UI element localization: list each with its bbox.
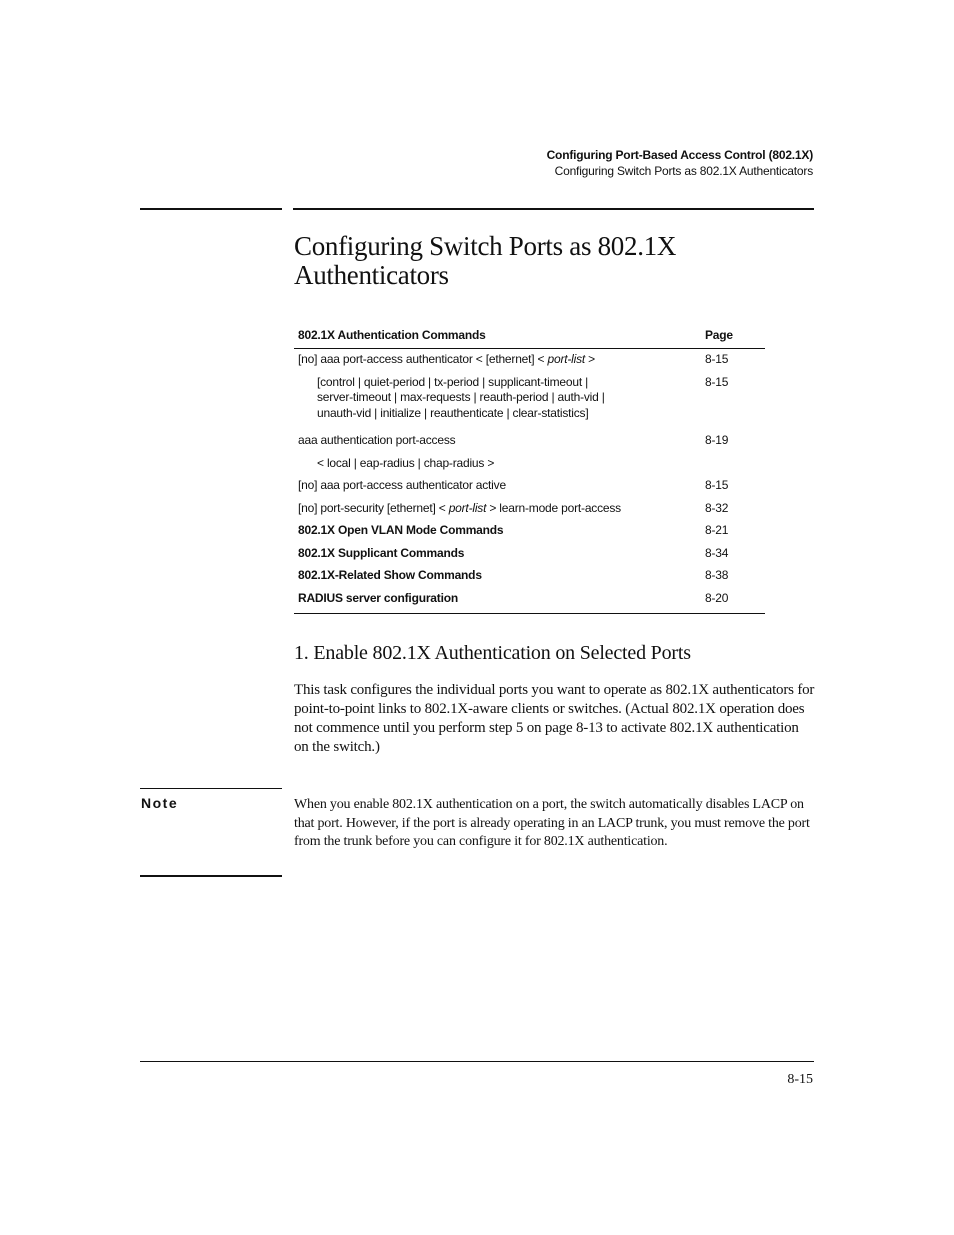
table-cell-page: 8-20 <box>701 588 765 614</box>
table-cell-command: < local | eap-radius | chap-radius > <box>317 455 495 470</box>
note-text: When you enable 802.1X authentication on a port, the switch automatically disables LACP on that port. However, if the port is already operating in an LACP trunk, you must remove the port from the trunk before you can configure it for 802.1X authentication. <box>294 797 810 849</box>
running-head-section: Configuring Switch Ports as 802.1X Authenticators <box>554 164 813 178</box>
table-row <box>294 588 765 614</box>
table-cell-page: 8-19 <box>705 433 729 447</box>
table-row <box>294 498 765 521</box>
page-number: 8-15 <box>787 1072 813 1087</box>
table-header-page: Page <box>701 324 765 349</box>
table-cell-page: 8-15 <box>705 478 729 492</box>
note-bottom-rule <box>140 875 282 877</box>
body-paragraph: This task configures the individual ports you want to operate as 802.1X authenticators for point-to-point links to 802.1X-aware clients or switches. (Actual 802.1X operation does not commence until you perform step 5 on page 8-13 to activate 802.1X authentication on the switch.) <box>294 682 815 755</box>
main-top-rule <box>293 208 814 210</box>
table-cell-command: 802.1X Open VLAN Mode Commands <box>298 523 504 537</box>
table-cell-page: 8-32 <box>705 500 729 515</box>
table-cell-command: RADIUS server configuration <box>294 588 701 614</box>
table-row <box>294 430 765 453</box>
table-cell-command: [no] aaa port-access authenticator < [ethernet] < port-list > <box>298 352 595 366</box>
page-title: Configuring Switch Ports as 802.1X Authenticators <box>294 231 677 290</box>
table-row <box>294 453 765 476</box>
table-cell-command: 802.1X Supplicant Commands <box>298 545 465 560</box>
table-header-command: 802.1X Authentication Commands <box>294 324 701 349</box>
command-table <box>294 324 765 614</box>
table-cell-page: 8-38 <box>705 568 729 582</box>
table-cell-page: 8-15 <box>705 352 729 366</box>
table-row <box>294 565 765 588</box>
table-cell-command: aaa authentication port-access <box>298 433 456 447</box>
note-label: Note <box>141 795 179 811</box>
note-top-rule <box>140 788 282 789</box>
table-header-row <box>294 324 765 349</box>
table-cell-page: 8-15 <box>705 374 729 389</box>
table-cell-page: 8-34 <box>705 545 729 560</box>
section-title: 1. Enable 802.1X Authentication on Selected Ports <box>294 642 691 664</box>
table-row <box>294 475 765 498</box>
table-row <box>294 520 765 543</box>
running-head-chapter: Configuring Port-Based Access Control (802.1X) <box>546 148 813 162</box>
table-row <box>294 543 765 566</box>
table-row <box>294 349 765 372</box>
table-cell-page <box>701 453 765 476</box>
table-cell-command: [control | quiet-period | tx-period | supplicant-timeout | server-timeout | max-requests | reauth-period | auth-vid | unauth-vid | initialize | reauthenticate | clear-statistics] <box>317 374 605 420</box>
table-cell-command: [no] port-security [ethernet] < port-list > learn-mode port-access <box>298 500 621 515</box>
footer-rule <box>140 1061 814 1062</box>
table-row <box>294 372 765 431</box>
left-top-rule <box>140 208 282 210</box>
running-head <box>547 147 813 179</box>
table-cell-command: [no] aaa port-access authenticator active <box>298 478 506 492</box>
table-cell-command: 802.1X-Related Show Commands <box>298 568 482 582</box>
table-cell-page: 8-21 <box>705 523 729 537</box>
